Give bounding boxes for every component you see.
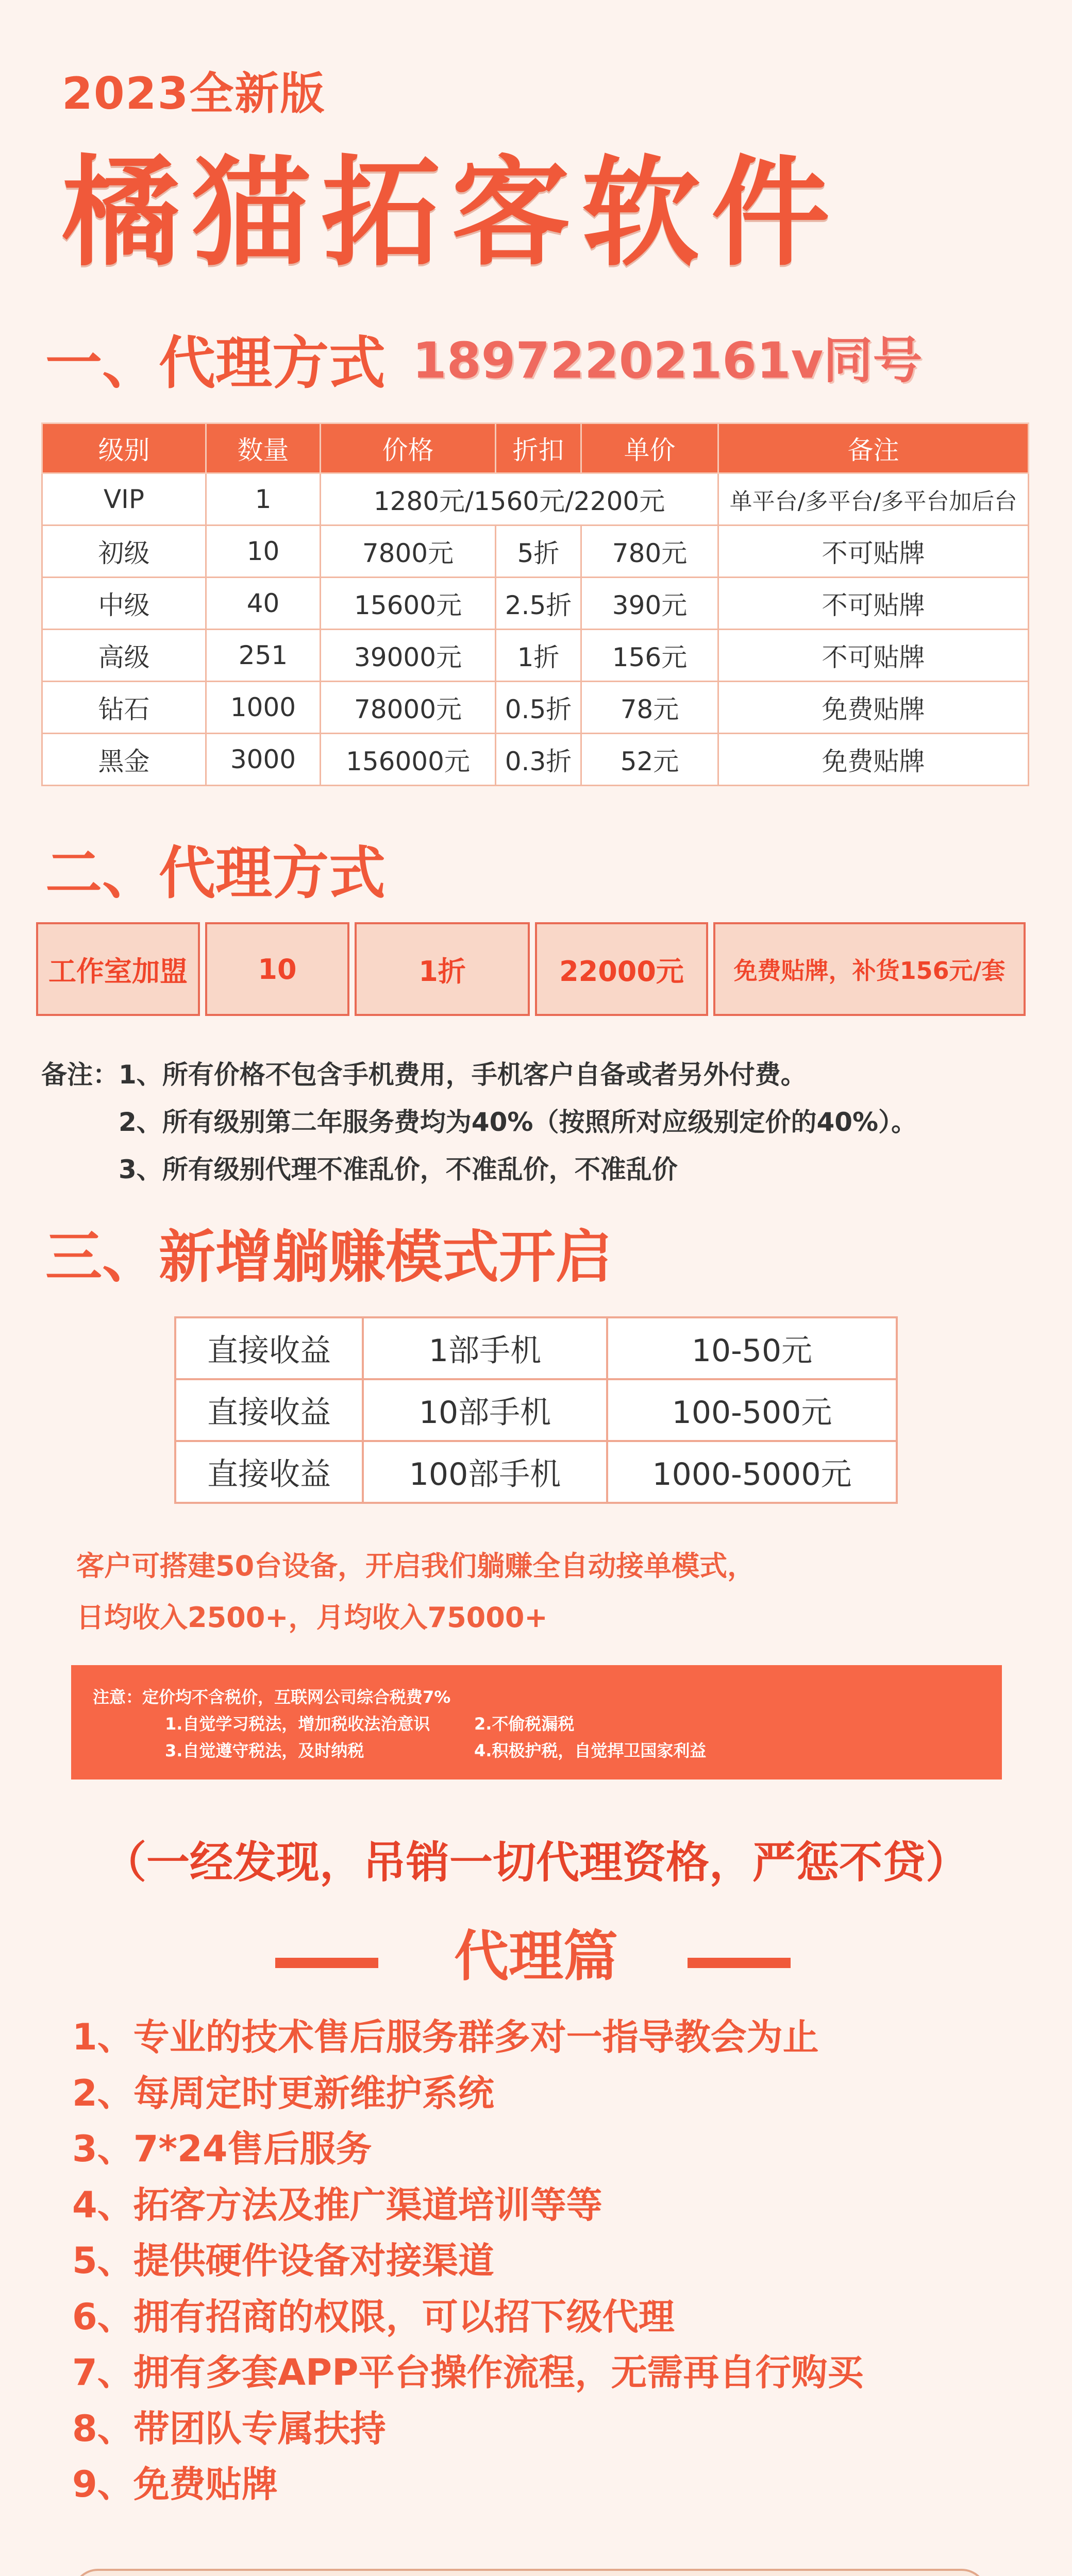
table-cell: 10-50元 [607, 1317, 897, 1379]
table-cell: 高级 [42, 630, 206, 682]
remark-3: 3、所有级别代理不准乱价，不准乱价，不准乱价 [119, 1155, 678, 1184]
table-cell: VIP [42, 473, 206, 526]
list-item: 6、拥有招商的权限，可以招下级代理 [72, 2295, 675, 2338]
heading-dash-right [688, 1958, 791, 1968]
table-cell: 0.3折 [496, 734, 581, 786]
table-cell: 1 [206, 473, 321, 526]
list-item: 3、7*24售后服务 [72, 2128, 372, 2170]
qualification-box [72, 2569, 987, 2576]
notice-line: 注意：定价均不含税价，互联网公司综合税费7% [93, 1687, 451, 1707]
table-cell: 1部手机 [363, 1317, 607, 1379]
studio-discount: 1折 [355, 922, 530, 1016]
table-cell: 免费贴牌 [718, 734, 1029, 786]
studio-quantity: 10 [205, 922, 349, 1016]
edition-label: 2023全新版 [62, 68, 326, 120]
table-cell: 156元 [581, 630, 718, 682]
studio-remark: 免费贴牌，补货156元/套 [713, 922, 1026, 1016]
list-item: 8、带团队专属扶持 [72, 2407, 386, 2450]
section1-title: 一、代理方式 [45, 330, 386, 396]
table-row [175, 1441, 897, 1503]
table-header-row [42, 423, 1029, 473]
table-cell: 直接收益 [175, 1441, 363, 1503]
table-cell: 10 [206, 526, 321, 578]
warning-text: （一经发现，吊销一切代理资格，严惩不贷） [103, 1837, 969, 1888]
table-cell: 不可贴牌 [718, 630, 1029, 682]
table-row [175, 1379, 897, 1441]
table-cell: 3000 [206, 734, 321, 786]
table-cell: 直接收益 [175, 1317, 363, 1379]
notice-item-2: 2.不偷税漏税 [474, 1714, 575, 1734]
table-cell: 10部手机 [363, 1379, 607, 1441]
customer-income-text [76, 1540, 755, 1643]
table-cell: 390元 [581, 578, 718, 630]
list-item: 9、免费贴牌 [72, 2463, 278, 2505]
studio-label: 工作室加盟 [36, 922, 200, 1016]
table-cell: 黑金 [42, 734, 206, 786]
col-discount: 折扣 [496, 423, 581, 473]
table-cell: 100部手机 [363, 1441, 607, 1503]
col-price: 价格 [321, 423, 496, 473]
col-remark: 备注 [718, 423, 1029, 473]
product-title: 橘猫拓客软件 [62, 145, 842, 282]
table-cell: 初级 [42, 526, 206, 578]
table-row [42, 473, 1029, 526]
remark-2: 2、所有级别第二年服务费均为40%（按照所对应级别定价的40%）。 [119, 1107, 917, 1137]
table-cell: 0.5折 [496, 682, 581, 734]
studio-price: 22000元 [535, 922, 708, 1016]
table-cell: 78000元 [321, 682, 496, 734]
table-cell: 780元 [581, 526, 718, 578]
customer-line-2: 日均收入2500+，月均收入75000+ [76, 1601, 548, 1634]
table-row [42, 630, 1029, 682]
table-cell: 78元 [581, 682, 718, 734]
list-item: 1、专业的技术售后服务群多对一指导教会为止 [72, 2016, 819, 2058]
table-row [42, 734, 1029, 786]
table-cell: 39000元 [321, 630, 496, 682]
table-row [175, 1317, 897, 1379]
list-item: 7、拥有多套APP平台操作流程，无需再自行购买 [72, 2351, 864, 2394]
tax-notice [71, 1665, 1002, 1780]
section3-title: 三、新增躺赚模式开启 [45, 1224, 612, 1290]
table-row [42, 578, 1029, 630]
table-cell: 251 [206, 630, 321, 682]
table-cell: 1000 [206, 682, 321, 734]
agent-benefits-list [72, 2009, 864, 2513]
table-cell: 不可贴牌 [718, 526, 1029, 578]
col-quantity: 数量 [206, 423, 321, 473]
income-table [174, 1316, 898, 1504]
list-item: 4、拓客方法及推广渠道培训等等 [72, 2183, 602, 2226]
table-cell: 不可贴牌 [718, 578, 1029, 630]
col-level: 级别 [42, 423, 206, 473]
table-row [42, 526, 1029, 578]
list-item: 5、提供硬件设备对接渠道 [72, 2240, 494, 2282]
notice-item-1: 1.自觉学习税法，增加税收法治意识 [165, 1714, 430, 1734]
remark-1: 备注：1、所有价格不包含手机费用，手机客户自备或者另外付费。 [41, 1060, 807, 1090]
table-cell: 中级 [42, 578, 206, 630]
table-cell: 1000-5000元 [607, 1441, 897, 1503]
list-item: 2、每周定时更新维护系统 [72, 2072, 494, 2114]
section2-title: 二、代理方式 [45, 840, 386, 906]
customer-line-1: 客户可搭建50台设备，开启我们躺赚全自动接单模式， [76, 1550, 756, 1582]
table-cell: 156000元 [321, 734, 496, 786]
table-row [42, 682, 1029, 734]
table-cell: 52元 [581, 734, 718, 786]
remarks [41, 1051, 917, 1193]
table-cell: 直接收益 [175, 1379, 363, 1441]
table-cell: 100-500元 [607, 1379, 897, 1441]
studio-plan-strip [36, 922, 1026, 1016]
table-cell: 5折 [496, 526, 581, 578]
table-cell: 1280元/1560元/2200元 [321, 473, 718, 526]
agent-price-table [41, 422, 1029, 786]
table-cell: 免费贴牌 [718, 682, 1029, 734]
notice-item-3: 3.自觉遵守税法，及时纳税 [165, 1741, 364, 1760]
contact-number: 18972202161v同号 [412, 332, 923, 389]
col-unit-price: 单价 [581, 423, 718, 473]
table-cell: 1折 [496, 630, 581, 682]
notice-item-4: 4.积极护税，自觉捍卫国家利益 [474, 1741, 707, 1760]
table-cell: 15600元 [321, 578, 496, 630]
table-cell: 单平台/多平台/多平台加后台 [718, 473, 1029, 526]
table-cell: 钻石 [42, 682, 206, 734]
table-cell: 2.5折 [496, 578, 581, 630]
agent-heading: 代理篇 [454, 1925, 618, 1988]
table-cell: 7800元 [321, 526, 496, 578]
table-cell: 40 [206, 578, 321, 630]
